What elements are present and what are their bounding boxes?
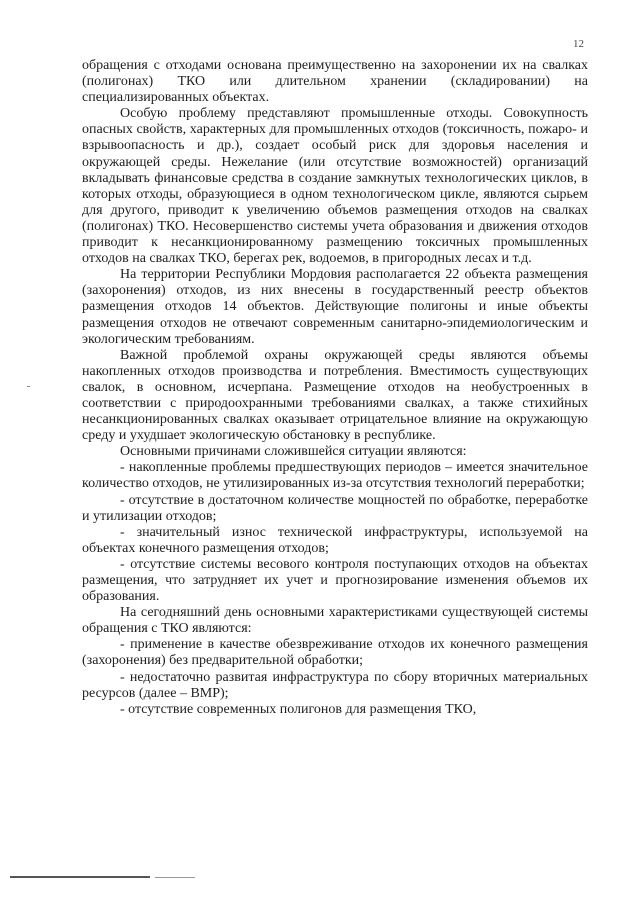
list-item: - недостаточно развитая инфраструктура по сбору вторичных материальных ресурсов (далее – ВМР); xyxy=(82,669,588,701)
paragraph: Основными причинами сложившейся ситуации являются: xyxy=(120,444,467,460)
paragraph: Особую проблему представляют промышленные отходы. Совокупность опасных свойств, характерных для промышленных отходов (токсичность, пожаро- и взрывоопасность и др.), создает особый риск для здоровья населения и окружающей среды. Нежелание (или отсутствие возможностей) организаций вкладывать финансовые средства в создание замкнутых технологических циклов, в которых отходы, образующиеся в одном технологическом цикле, являются сырьем для другого, приводит к увеличению объемов размещения отходов на свалках (полигонах) ТКО. Несовершенство системы учета образования и движения отходов приводит к несанкционированному размещению токсичных промышленных отходов на свалках ТКО, берегах рек, водоемов, в пригородных лесах и т.д. xyxy=(82,106,588,267)
body-text xyxy=(82,58,588,718)
paragraph: На территории Республики Мордовия располагается 22 объекта размещения (захоронения) отходов, из них внесены в государственный реестр объектов размещения отходов 14 объектов. Действующие полигоны и иные объекты размещения отходов не отвечают современным санитарно-эпидемиологическим и экологическим требованиям. xyxy=(82,267,588,347)
list-item: - значительный износ технической инфраструктуры, используемой на объектах конечного размещения отходов; xyxy=(82,524,588,556)
scan-mark xyxy=(27,386,30,387)
list-item: - применение в качестве обезвреживание отходов их конечного размещения (захоронения) без предварительной обработки; xyxy=(82,637,588,669)
list-item: - отсутствие современных полигонов для размещения ТКО, xyxy=(120,701,477,717)
list-item: - отсутствие в достаточном количестве мощностей по обработке, переработке и утилизации отходов; xyxy=(82,492,588,524)
scan-edge-line-thin xyxy=(155,877,195,878)
paragraph: обращения с отходами основана преимущественно на захоронении их на свалках (полигонах) ТКО или длительном хранении (складировании) на специализированных объектах. xyxy=(82,58,588,106)
list-item: - отсутствие системы весового контроля поступающих отходов на объектах размещения, что затрудняет их учет и прогнозирование изменения объемов их образования. xyxy=(82,556,588,605)
page-number: 12 xyxy=(573,38,584,50)
scan-edge-line xyxy=(10,876,150,878)
paragraph: Важной проблемой охраны окружающей среды являются объемы накопленных отходов производства и потребления. Вместимость существующих свалок, в основном, исчерпана. Размещение отходов на необустроенных в соответствии с природоохранными требованиями свалках, а также стихийных несанкционированных свалках оказывает отрицательное влияние на окружающую среду и ухудшает экологическую обстановку в республике. xyxy=(82,347,588,444)
paragraph: На сегодняшний день основными характеристиками существующей системы обращения с ТКО являются: xyxy=(82,605,588,637)
list-item: - накопленные проблемы предшествующих периодов – имеется значительное количество отходов, не утилизированных из-за отсутствия технологий переработки; xyxy=(82,460,588,492)
